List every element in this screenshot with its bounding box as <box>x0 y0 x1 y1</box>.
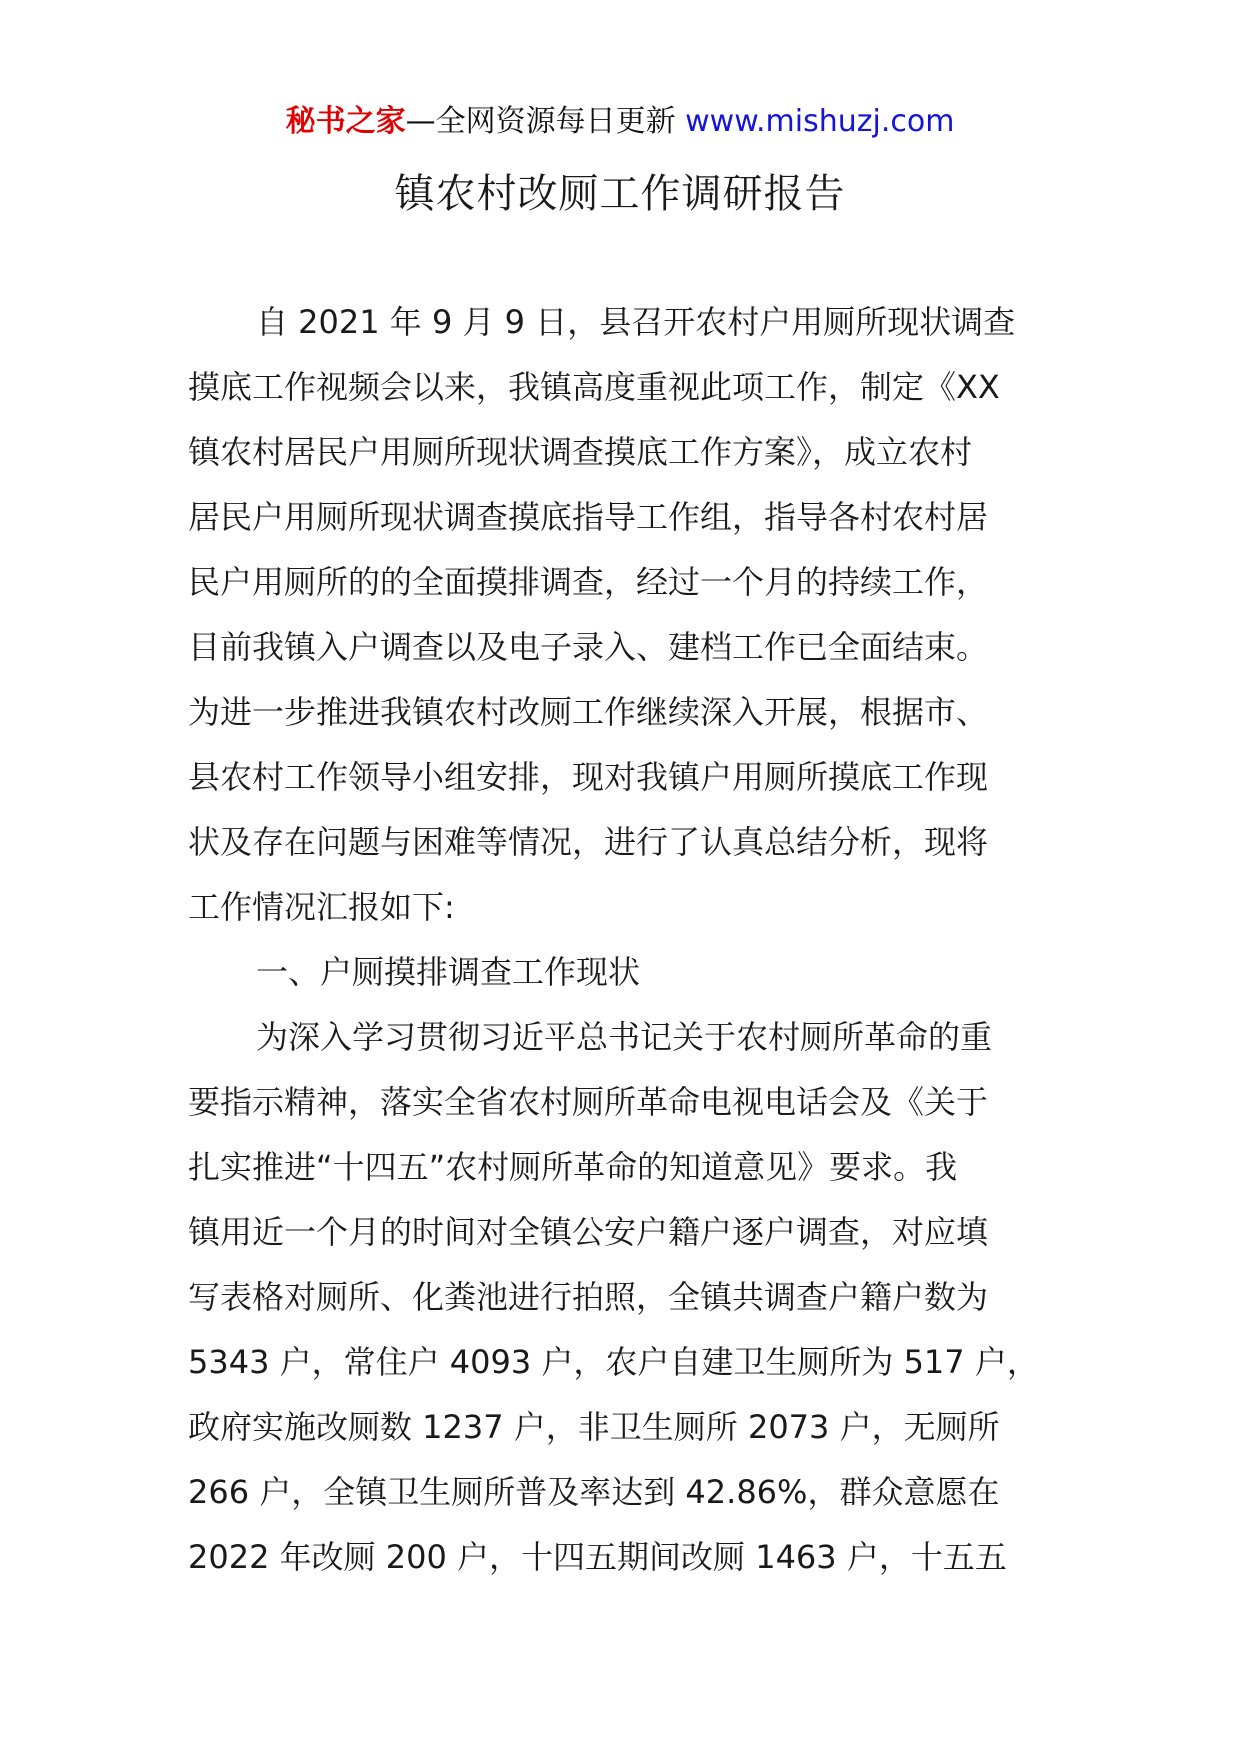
brand-name: 秘书之家 <box>285 104 406 139</box>
body-line: 目前我镇入户调查以及电子录入、建档工作已全面结束。 <box>188 628 989 666</box>
body-line: 镇农村居民户用厕所现状调查摸底工作方案》，成立农村 <box>188 433 973 471</box>
site-url-link[interactable]: www.mishuzj.com <box>685 104 955 139</box>
body-line: 县农村工作领导小组安排，现对我镇户用厕所摸底工作现 <box>188 758 989 796</box>
body-line: 扎实推进“十四五”农村厕所革命的知道意见》要求。我 <box>188 1148 958 1186</box>
site-header <box>0 100 1240 144</box>
header-tagline: —全网资源每日更新 <box>405 104 676 139</box>
body-line: 写表格对厕所、化粪池进行拍照，全镇共调查户籍户数为 <box>188 1278 989 1316</box>
body-line: 为进一步推进我镇农村改厕工作继续深入开展，根据市、 <box>188 693 989 731</box>
document-body <box>188 290 1088 1590</box>
body-line: 民户用厕所的的全面摸排调查，经过一个月的持续工作， <box>188 563 989 601</box>
body-line: 为深入学习贯彻习近平总书记关于农村厕所革命的重 <box>256 1018 993 1056</box>
body-line: 状及存在问题与困难等情况，进行了认真总结分析，现将 <box>188 823 989 861</box>
body-line: 自 2021 年 9 月 9 日，县召开农村户用厕所现状调查 <box>256 303 1016 341</box>
body-line: 266 户，全镇卫生厕所普及率达到 42.86%，群众意愿在 <box>188 1473 1000 1511</box>
body-line: 工作情况汇报如下: <box>188 888 455 926</box>
document-title: 镇农村改厕工作调研报告 <box>394 171 846 217</box>
section-heading: 一、户厕摸排调查工作现状 <box>256 953 641 991</box>
body-line: 5343 户，常住户 4093 户，农户自建卫生厕所为 517 户， <box>188 1343 1039 1381</box>
body-line: 要指示精神，落实全省农村厕所革命电视电话会及《关于 <box>188 1083 989 1121</box>
body-line: 镇用近一个月的时间对全镇公安户籍户逐户调查，对应填 <box>188 1213 989 1251</box>
body-line: 摸底工作视频会以来，我镇高度重视此项工作，制定《XX <box>188 368 1000 406</box>
body-line: 居民户用厕所现状调查摸底指导工作组，指导各村农村居 <box>188 498 989 536</box>
body-line: 政府实施改厕数 1237 户，非卫生厕所 2073 户，无厕所 <box>188 1408 1000 1446</box>
body-line: 2022 年改厕 200 户，十四五期间改厕 1463 户，十五五 <box>188 1538 1007 1576</box>
